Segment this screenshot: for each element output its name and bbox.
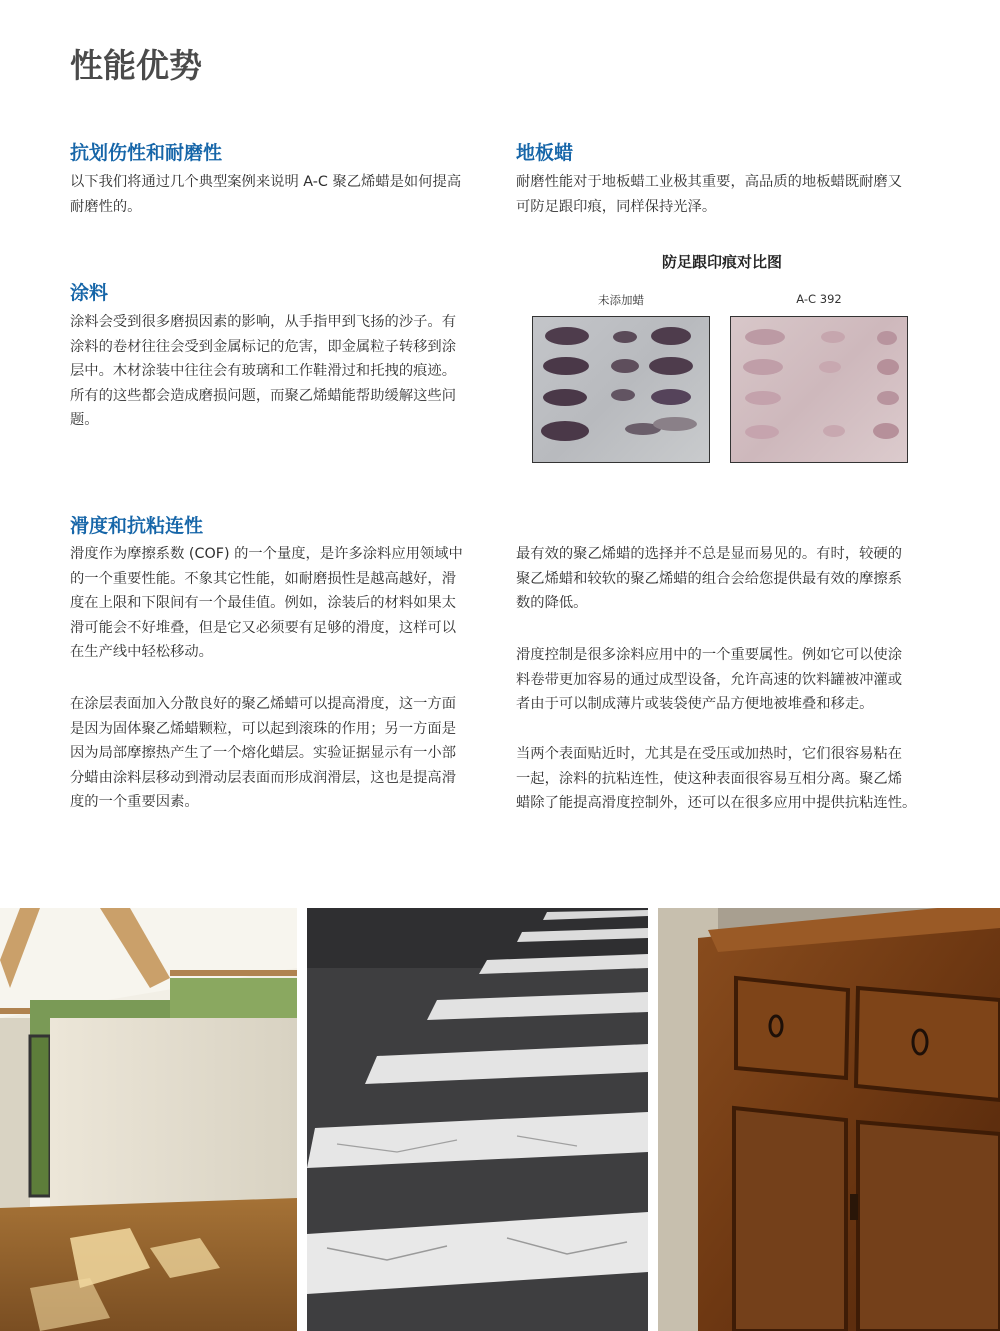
text-line: 者由于可以制成薄片或装袋使产品方便地被堆叠和移走。	[516, 696, 874, 713]
text-line: 当两个表面贴近时，尤其是在受压或加热时，它们很容易粘在	[516, 746, 903, 762]
heel-mark	[651, 389, 691, 405]
abrasion-heading: 抗划伤性和耐磨性	[70, 142, 223, 164]
text-line: 在涂层表面加入分散良好的聚乙烯蜡可以提高滑度，这一方面	[70, 696, 457, 712]
text-line: 滑可能会不好堆叠，但是它又必须要有足够的滑度，这样可以	[70, 619, 457, 636]
heel-mark	[743, 359, 783, 375]
heel-mark	[877, 331, 897, 345]
text-line: 数的降低。	[516, 595, 588, 612]
heel-mark	[649, 357, 693, 375]
floor-wax-heading: 地板蜡	[516, 142, 574, 164]
photo-interior-room	[0, 908, 297, 1331]
heel-mark	[541, 421, 589, 441]
heel-mark	[823, 425, 845, 437]
text-line: 所有的这些都会造成磨损问题，而聚乙烯蜡能帮助缓解这些问	[70, 387, 457, 404]
abrasion-paragraph	[70, 170, 486, 219]
text-line: 耐磨性能对于地板蜡工业极其重要，高品质的地板蜡既耐磨又	[516, 174, 903, 190]
coatings-heading: 涂料	[70, 282, 109, 304]
text-line: 分蜡由涂料层移动到滑动层表面而形成润滑层，这也是提高滑	[70, 769, 457, 786]
heel-mark	[821, 331, 845, 343]
text-line: 滑度作为摩擦系数 (COF) 的一个量度，是许多涂料应用领域中	[70, 546, 463, 562]
page-title: 性能优势	[70, 46, 202, 85]
figure-title: 防足跟印痕对比图	[661, 253, 782, 271]
heel-mark	[745, 391, 781, 405]
heel-mark	[745, 425, 779, 439]
heel-mark-sample-ac392	[730, 316, 908, 463]
text-line: 一起，涂料的抗粘连性，使这种表面很容易互相分离。聚乙烯	[516, 770, 903, 787]
heel-mark	[877, 391, 899, 405]
text-line: 涂料会受到很多磨损因素的影响，从手指甲到飞扬的沙子。有	[70, 314, 457, 330]
figure-label-no-wax: 未添加蜡	[598, 293, 644, 307]
right-paragraph-3	[516, 742, 932, 816]
heel-mark	[543, 357, 589, 375]
text-line: 度的一个重要因素。	[70, 794, 199, 811]
text-line: 因为局部摩擦热产生了一个熔化蜡层。实验证据显示有一小部	[70, 745, 457, 762]
heel-mark	[819, 361, 841, 373]
heel-mark	[611, 389, 635, 401]
text-line: 层中。木材涂装中往往会有玻璃和工作鞋滑过和托拽的痕迹。	[70, 363, 457, 380]
slip-paragraph-1	[70, 542, 486, 665]
photo-crosswalk	[307, 908, 648, 1331]
slip-paragraph-2	[70, 692, 486, 815]
heel-mark	[877, 359, 899, 375]
photo-wooden-cabinet	[658, 908, 1000, 1331]
heel-mark-sample-no-wax	[532, 316, 710, 463]
right-paragraph-2	[516, 643, 932, 717]
heel-mark	[873, 423, 899, 439]
text-line: 滑度控制是很多涂料应用中的一个重要属性。例如它可以使涂	[516, 647, 903, 663]
heel-mark	[545, 327, 589, 345]
text-line: 料卷带更加容易的通过成型设备，允许高速的饮料罐被冲灌或	[516, 671, 903, 688]
text-line: 以下我们将通过几个典型案例来说明 A-C 聚乙烯蜡是如何提高	[70, 174, 462, 190]
heel-mark	[543, 389, 587, 406]
slip-heading: 滑度和抗粘连性	[70, 515, 204, 537]
text-line: 的一个重要性能。不象其它性能，如耐磨损性是越高越好，滑	[70, 570, 457, 587]
text-line: 聚乙烯蜡和较软的聚乙烯蜡的组合会给您提供最有效的摩擦系	[516, 570, 903, 587]
right-paragraph-1	[516, 542, 932, 616]
text-line: 耐磨性的。	[70, 198, 142, 215]
heel-mark	[613, 331, 637, 343]
floor-wax-paragraph	[516, 170, 932, 219]
heel-mark	[611, 359, 639, 373]
heel-mark	[653, 417, 697, 431]
heel-mark	[745, 329, 785, 345]
figure-label-ac392: A-C 392	[796, 292, 842, 306]
text-line: 是因为固体聚乙烯蜡颗粒，可以起到滚珠的作用；另一方面是	[70, 720, 457, 737]
text-line: 在生产线中轻松移动。	[70, 644, 213, 661]
text-line: 最有效的聚乙烯蜡的选择并不总是显而易见的。有时，较硬的	[516, 546, 903, 562]
coatings-paragraph	[70, 310, 486, 433]
text-line: 度在上限和下限间有一个最佳值。例如，涂装后的材料如果太	[70, 595, 457, 612]
text-line: 可防足跟印痕，同样保持光泽。	[516, 198, 717, 215]
heel-mark	[651, 327, 691, 345]
text-line: 题。	[70, 412, 99, 429]
text-line: 涂料的卷材往往会受到金属标记的危害，即金属粒子转移到涂	[70, 338, 457, 355]
text-line: 蜡除了能提高滑度控制外，还可以在很多应用中提供抗粘连性。	[516, 795, 917, 812]
